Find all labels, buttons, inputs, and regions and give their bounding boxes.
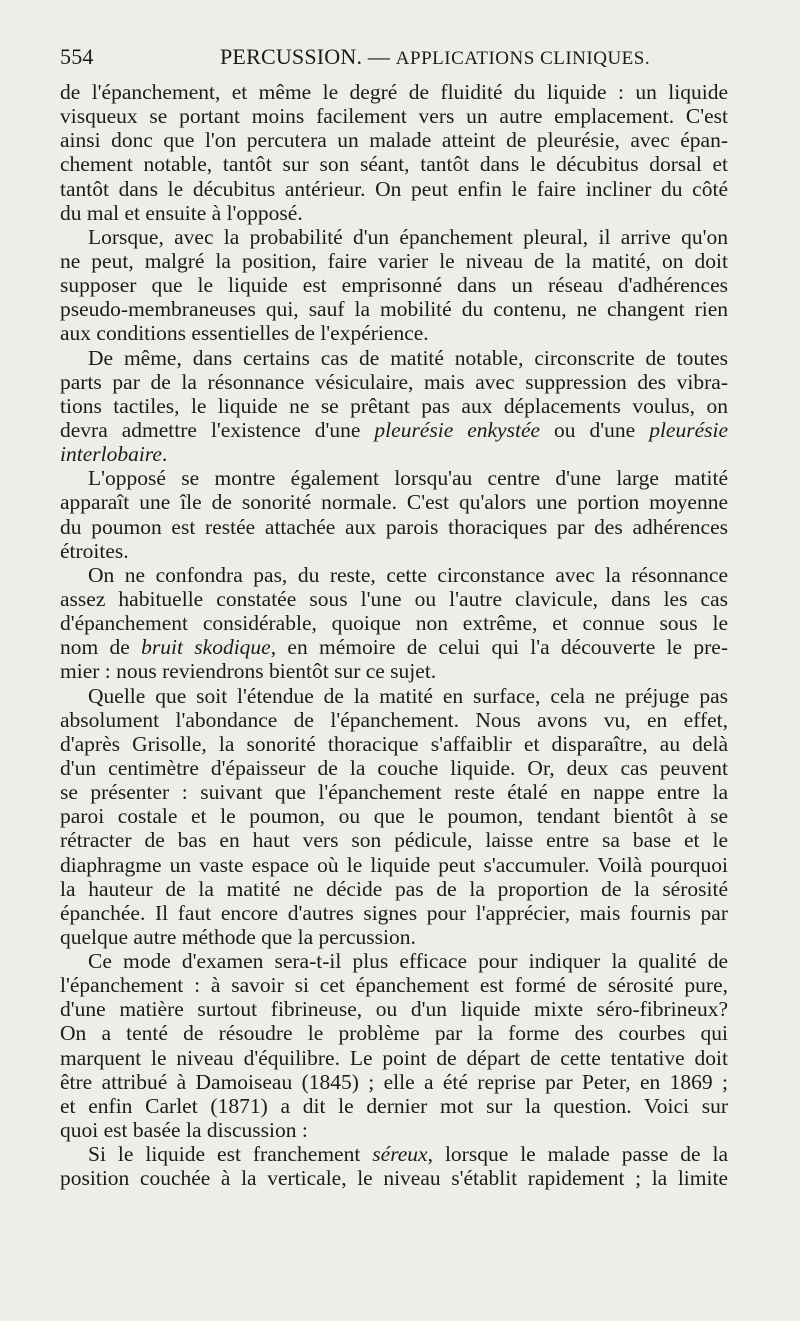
text-line: absolument l'abondance de l'épanchement. Nous avons vu, en effet, [60, 707, 728, 732]
text-line: du mal et ensuite à l'opposé. [60, 200, 303, 225]
text-line: apparaît une île de sonorité normale. C'est qu'alors une portion moyenne [60, 490, 728, 515]
text-run: , lorsque le malade passe de la [427, 1142, 728, 1167]
text-line: position couchée à la verticale, le niveau s'établit rapidement ; la limite [60, 1166, 728, 1191]
text-line: du poumon est restée attachée aux parois thoraciques par des adhérences [60, 514, 728, 539]
running-head-title: PERCUSSION. — [220, 44, 391, 69]
paragraph-first-line: L'opposé se montre également lorsqu'au centre d'une large matité [88, 466, 728, 491]
page-number: 554 [60, 44, 94, 69]
text-line: d'un centimètre d'épaisseur de la couche liquide. Or, deux cas peuvent [60, 755, 728, 780]
italic-term: séreux [372, 1142, 428, 1167]
running-head [220, 44, 650, 70]
body-text [60, 80, 728, 1190]
text-line: ne peut, malgré la position, faire varier le niveau de la matité, on doit [60, 248, 728, 273]
text-line: visqueux se portant moins facilement vers un autre emplacement. C'est [60, 104, 728, 129]
text-run: , en mémoire de celui qui l'a découverte le pre- [270, 635, 728, 660]
text-line: tions tactiles, le liquide ne se prêtant pas aux déplacements voulus, on [60, 393, 728, 418]
text-line: ainsi donc que l'on percutera un malade atteint de pleurésie, avec épan- [60, 128, 728, 153]
text-line: On a tenté de résoudre le problème par la forme des courbes qui [60, 1021, 728, 1046]
text-run: devra admettre l'existence d'une [60, 417, 375, 442]
text-line: pseudo-membraneuses qui, sauf la mobilité du contenu, ne changent rien [60, 297, 728, 322]
text-run: Si le liquide est franchement [88, 1142, 373, 1167]
text-line: d'épanchement considérable, quoique non extrême, et connue sous le [60, 611, 728, 636]
text-line: parts par de la résonnance vésiculaire, mais avec suppression des vibra- [60, 369, 728, 394]
text-line: assez habituelle constatée sous l'une ou l'autre clavicule, dans les cas [60, 586, 728, 611]
text-line: étroites. [60, 538, 129, 563]
text-line: et enfin Carlet (1871) a dit le dernier mot sur la question. Voici sur [60, 1093, 728, 1118]
text-line: être attribué à Damoiseau (1845) ; elle a été reprise par Peter, en 1869 ; [60, 1069, 728, 1094]
text-line: diaphragme un vaste espace où le liquide peut s'accumuler. Voilà pourquoi [60, 852, 728, 877]
text-line [60, 635, 728, 659]
text-line: marquent le niveau d'équilibre. Le point de départ de cette tentative doit [60, 1045, 728, 1070]
italic-term: bruit skodique [141, 635, 271, 660]
italic-term: pleurésie [649, 417, 728, 442]
italic-term: pleurésie enkystée [374, 417, 541, 442]
page-header [60, 44, 730, 74]
text-line: rétracter de bas en haut vers son pédicule, laisse entre sa base et le [60, 828, 728, 853]
text-line: paroi costale et le poumon, ou que le poumon, tendant bientôt à se [60, 804, 728, 829]
paragraph-first-line: Quelle que soit l'étendue de la matité en surface, cela ne préjuge pas [88, 683, 728, 708]
paragraph-first-line: Lorsque, avec la probabilité d'un épanchement pleural, il arrive qu'on [88, 224, 728, 249]
text-line: quelque autre méthode que la percussion. [60, 924, 416, 949]
text-line: chement notable, tantôt sur son séant, tantôt dans le décubitus dorsal et [60, 152, 728, 177]
text-line: de l'épanchement, et même le degré de fluidité du liquide : un liquide [60, 80, 728, 104]
running-head-subtitle: APPLICATIONS CLINIQUES. [395, 48, 651, 69]
text-line: aux conditions essentielles de l'expérience. [60, 321, 429, 346]
text-run: nom de [60, 635, 142, 660]
paragraph-first-line: De même, dans certains cas de matité notable, circonscrite de toutes [88, 345, 728, 370]
text-line [60, 418, 728, 442]
paragraph-first-line: On ne confondra pas, du reste, cette circonstance avec la résonnance [88, 562, 728, 587]
text-line: supposer que le liquide est emprisonné dans un réseau d'adhérences [60, 273, 728, 298]
text-line: mier : nous reviendrons bientôt sur ce sujet. [60, 659, 437, 684]
italic-term: interlobaire [60, 442, 162, 467]
text-line: d'une matière surtout fibrineuse, ou d'un liquide mixte séro-fibrineux? [60, 997, 728, 1022]
text-run: ou d'une [540, 417, 650, 442]
text-line: épanchée. Il faut encore d'autres signes pour l'apprécier, mais fournis par [60, 900, 728, 925]
text-line: l'épanchement : à savoir si cet épanchement est formé de sérosité pure, [60, 973, 728, 998]
paragraph-first-line: Ce mode d'examen sera-t-il plus efficace pour indiquer la qualité de [88, 949, 728, 974]
text-line [60, 1142, 728, 1166]
text-line [60, 442, 728, 466]
text-line: la hauteur de la matité ne décide pas de la proportion de la sérosité [60, 876, 728, 901]
text-run: . [161, 442, 168, 467]
text-line: quoi est basée la discussion : [60, 1118, 308, 1143]
text-line: tantôt dans le décubitus antérieur. On peut enfin le faire incliner du côté [60, 176, 728, 201]
text-line: d'après Grisolle, la sonorité thoracique s'affaiblir et disparaître, au delà [60, 731, 728, 756]
text-line: se présenter : suivant que l'épanchement reste étalé en nappe entre la [60, 780, 728, 805]
